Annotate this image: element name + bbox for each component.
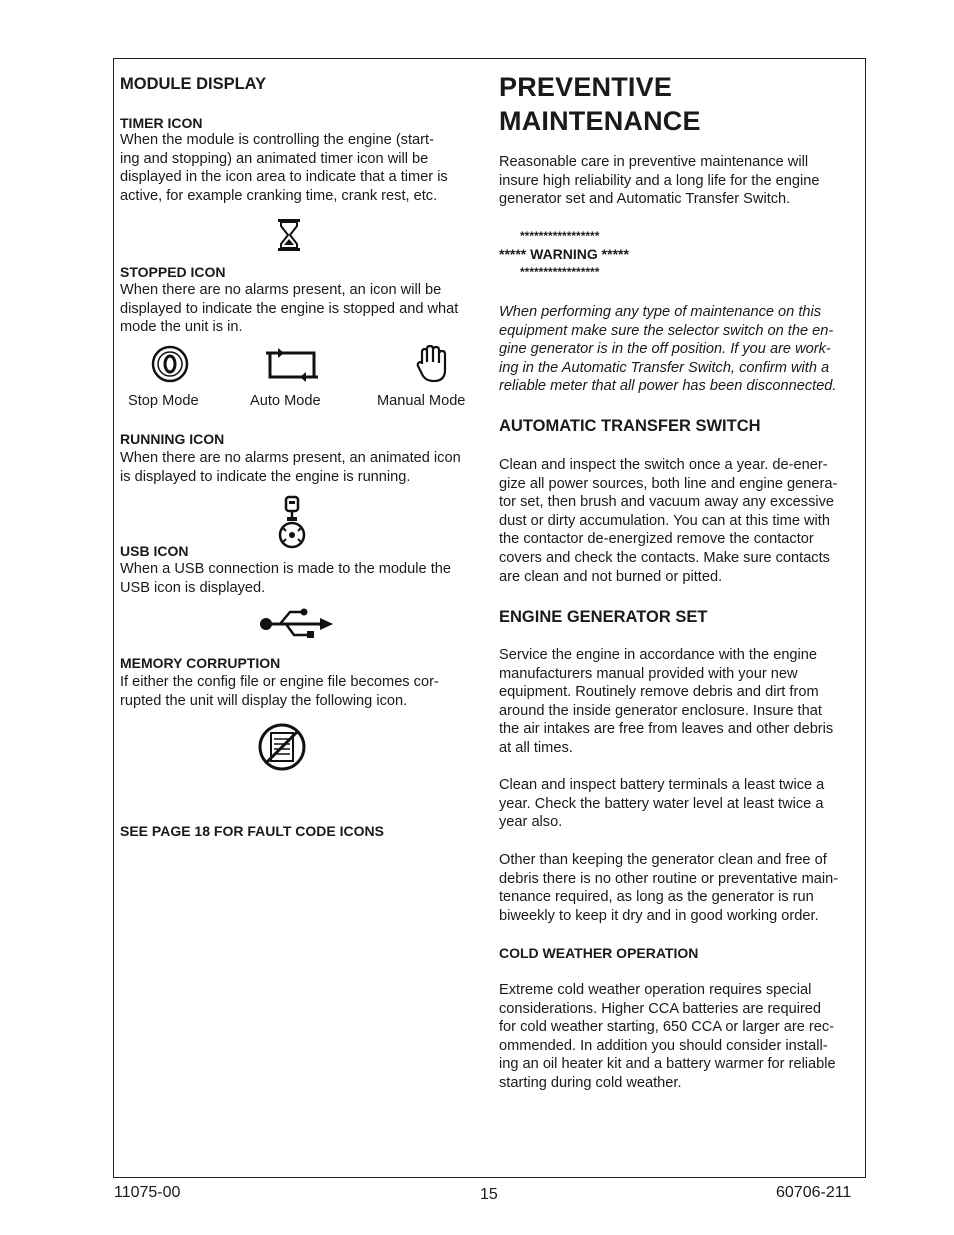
module-display-heading: MODULE DISPLAY xyxy=(120,75,267,93)
manual-mode-label: Manual Mode xyxy=(377,393,466,409)
usb-icon-heading: USB ICON xyxy=(120,543,189,559)
engine-running-icon xyxy=(276,495,310,551)
memory-corruption-heading: MEMORY CORRUPTION xyxy=(120,655,281,671)
cold-weather-text: Extreme cold weather operation requires special considerations. Higher CCA batteries are required for cold weather starting, 650 CCA or larger are rec- ommended. In addition you should consider install- ing an oil heater kit and a battery warmer for reliable starting during cold weather. xyxy=(499,982,836,1091)
auto-mode-icon xyxy=(264,347,320,383)
warning-stars-bottom: ***************** xyxy=(520,265,600,279)
engine-generator-text-3: Other than keeping the generator clean and free of debris there is no other routine or preventative main- tenance required, as long as the generator is run biweekly to keep it dry and in good working order. xyxy=(499,852,839,924)
stopped-icon-text: When there are no alarms present, an icon will be displayed to indicate the engine is stopped and what mode the unit is in. xyxy=(120,282,459,336)
footer-page-number: 15 xyxy=(480,1186,498,1203)
footer-doc-number: 11075-00 xyxy=(114,1184,181,1201)
hourglass-icon xyxy=(276,218,302,252)
warning-text: When performing any type of maintenance on this equipment make sure the selector switch on the en- gine generator is in the off position. If you are work- ing in the Automatic Transfer Switch, confirm with a reliable meter that all power has been disconnected. xyxy=(499,304,837,395)
stopped-icon-heading: STOPPED ICON xyxy=(120,264,226,280)
memory-corruption-icon xyxy=(256,723,308,771)
stop-mode-icon xyxy=(150,345,190,383)
warning-stars-top: ***************** xyxy=(520,229,600,243)
manual-mode-hand-icon xyxy=(415,344,449,384)
warning-label: ***** WARNING ***** xyxy=(499,246,629,262)
stop-mode-label: Stop Mode xyxy=(128,393,199,409)
timer-icon-heading: TIMER ICON xyxy=(120,115,203,131)
auto-mode-label: Auto Mode xyxy=(250,393,321,409)
timer-icon-text: When the module is controlling the engine (start- ing and stopping) an animated timer icon will be displayed in the icon area to indicate that a timer is active, for example cranking time, crank rest, etc. xyxy=(120,132,448,204)
ats-text: Clean and inspect the switch once a year. de-ener- gize all power sources, both line and engine genera- tor set, then brush and vacuum away any excessive dust or dirty accumulation. You can at this time with the contactor de-energized remove the contactor covers and check the contacts. Make sure contacts are clean and not burned or pitted. xyxy=(499,457,838,585)
running-icon-text: When there are no alarms present, an animated icon is displayed to indicate the engine is running. xyxy=(120,450,461,485)
page-title: PREVENTIVE MAINTENANCE xyxy=(499,72,701,136)
usb-icon xyxy=(258,607,336,641)
usb-icon-text: When a USB connection is made to the module the USB icon is displayed. xyxy=(120,561,451,596)
memory-corruption-text: If either the config file or engine file becomes cor- rupted the unit will display the following icon. xyxy=(120,674,439,709)
footer-part-number: 60706-211 xyxy=(776,1184,852,1201)
intro-paragraph: Reasonable care in preventive maintenance will insure high reliability and a long life for the engine generator set and Automatic Transfer Switch. xyxy=(499,154,820,208)
see-page-note: SEE PAGE 18 FOR FAULT CODE ICONS xyxy=(120,823,384,839)
running-icon-heading: RUNNING ICON xyxy=(120,431,225,447)
cold-weather-heading: COLD WEATHER OPERATION xyxy=(499,945,699,961)
engine-generator-text-2: Clean and inspect battery terminals a least twice a year. Check the battery water level at least twice a year also. xyxy=(499,777,825,831)
ats-heading: AUTOMATIC TRANSFER SWITCH xyxy=(499,417,761,435)
engine-generator-text-1: Service the engine in accordance with the engine manufacturers manual provided with your new equipment. Routinely remove debris and dirt from around the inside generator enclosure. Insure that the air intakes are free from leaves and other debris at all times. xyxy=(499,647,834,756)
engine-generator-heading: ENGINE GENERATOR SET xyxy=(499,608,708,626)
